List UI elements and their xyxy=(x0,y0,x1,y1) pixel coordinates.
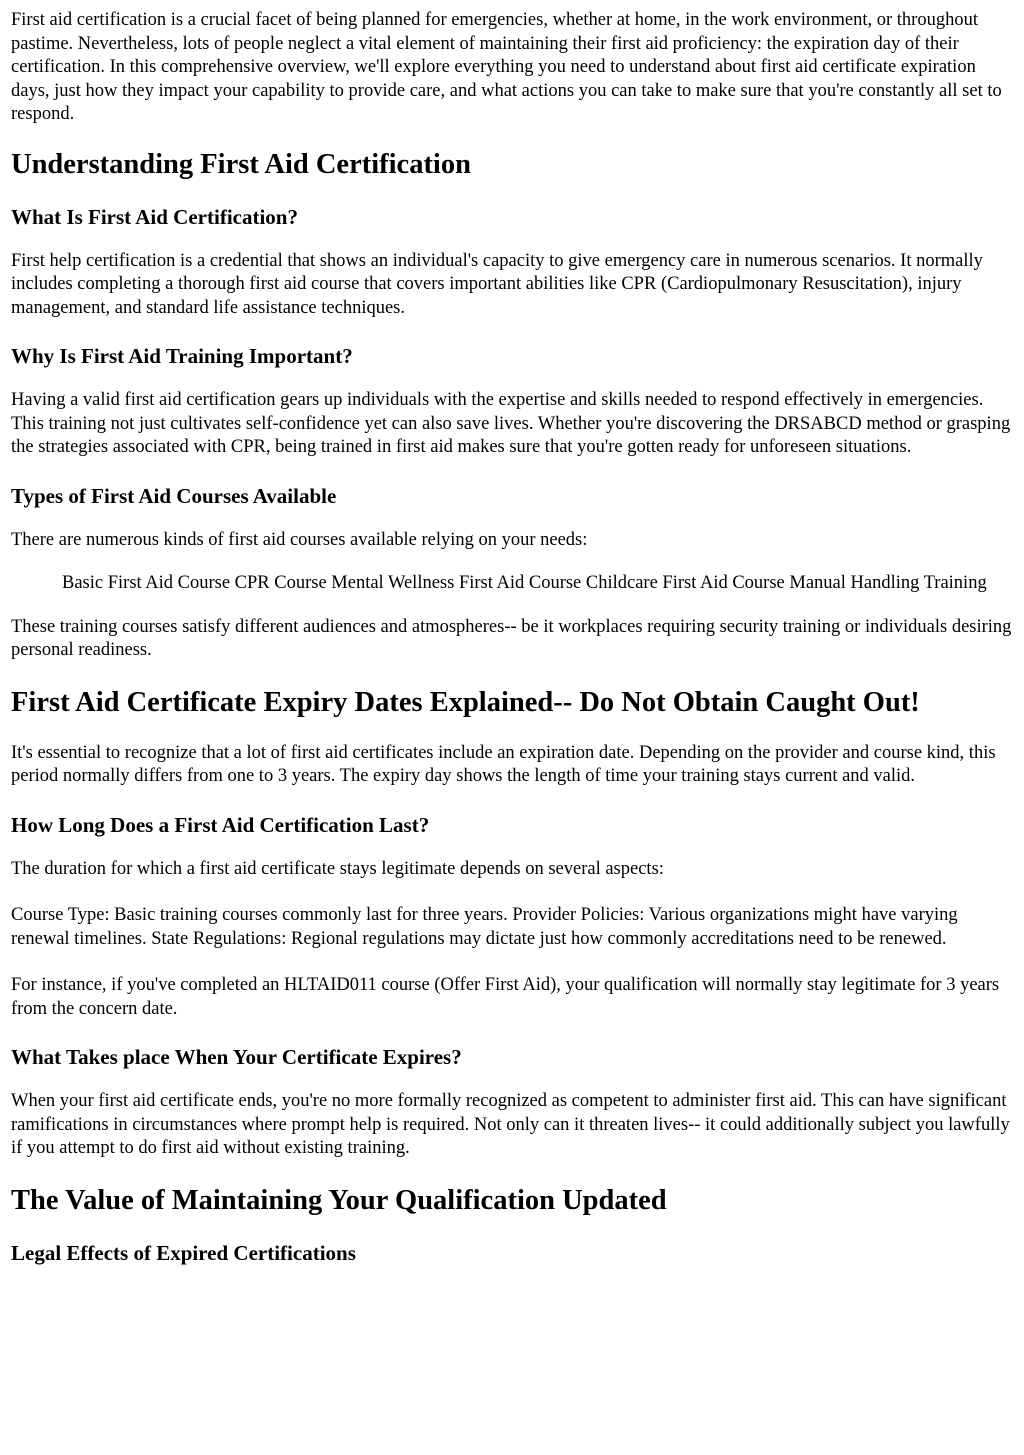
subheading-what-is: What Is First Aid Certification? xyxy=(11,204,298,229)
section-heading-expiry-dates: First Aid Certificate Expiry Dates Explained-- Do Not Obtain Caught Out! xyxy=(11,686,920,718)
paragraph-what-is: First help certification is a credential that shows an individual's capacity to give emergency care in numerous scenarios. It normally includes completing a thorough first aid course that covers important abilities like CPR (Cardiopulmonary Resuscitation), injury management, and standard life assistance techniques. xyxy=(11,250,983,318)
course-list: Basic First Aid Course CPR Course Mental Wellness First Aid Course Childcare First Aid Course Manual Handling Training xyxy=(62,573,987,593)
subheading-how-long: How Long Does a First Aid Certification Last? xyxy=(11,812,430,837)
paragraph-certificate-expires: When your first aid certificate ends, you're no more formally recognized as competent to administer first aid. This can have significant ramifications in circumstances where prompt help is required. Not only can it threaten lives-- it could additionally subject you lawfully if you attempt to do first aid without existing training. xyxy=(11,1091,1010,1158)
paragraph-how-long-intro: The duration for which a first aid certificate stays legitimate depends on several aspects: xyxy=(11,858,664,879)
subheading-why-important: Why Is First Aid Training Important? xyxy=(11,344,353,368)
subheading-legal-effects: Legal Effects of Expired Certifications xyxy=(11,1240,356,1265)
paragraph-expiry-dates: It's essential to recognize that a lot of first aid certificates include an expiration date. Depending on the provider and course kind, this period normally differs from one to 3 years. The expiry day shows the length of time your training stays current and valid. xyxy=(11,742,996,786)
paragraph-course-types-intro: There are numerous kinds of first aid courses available relying on your needs: xyxy=(11,529,588,550)
section-heading-value: The Value of Maintaining Your Qualification Updated xyxy=(11,1184,667,1216)
subheading-certificate-expires: What Takes place When Your Certificate Expires? xyxy=(11,1045,462,1069)
article xyxy=(0,9,1024,1266)
paragraph-why-important: Having a valid first aid certification gears up individuals with the expertise and skills needed to respond effectively in emergencies. This training not just cultivates self-confidence yet can also save lives. Whether you're discovering the DRSABCD method or grasping the strategies associated with CPR, being trained in first aid makes sure that you're gotten ready for unforeseen situations. xyxy=(11,390,1011,457)
intro-paragraph: First aid certification is a crucial facet of being planned for emergencies, whether at home, in the work environment, or throughout pastime. Nevertheless, lots of people neglect a vital element of maintaining their first aid proficiency: the expiration day of their certification. In this comprehensive overview, we'll explore everything you need to understand about first aid certificate expiration days, just how they impact your capability to provide care, and what actions you can take to make sure that you're constantly all set to respond. xyxy=(11,10,1002,124)
section-heading-understanding: Understanding First Aid Certification xyxy=(11,148,471,180)
paragraph-course-types-audiences: These training courses satisfy different audiences and atmospheres-- be it workplaces requiring security training or individuals desiring personal readiness. xyxy=(11,616,1012,660)
subheading-course-types: Types of First Aid Courses Available xyxy=(11,483,337,508)
paragraph-how-long-factors: Course Type: Basic training courses commonly last for three years. Provider Policies: Various organizations might have varying renewal timelines. State Regulations: Regional regulations may dictate just how commonly accreditations need to be renewed. xyxy=(11,905,958,949)
paragraph-how-long-example: For instance, if you've completed an HLTAID011 course (Offer First Aid), your qualification will normally stay legitimate for 3 years from the concern date. xyxy=(11,975,1000,1019)
